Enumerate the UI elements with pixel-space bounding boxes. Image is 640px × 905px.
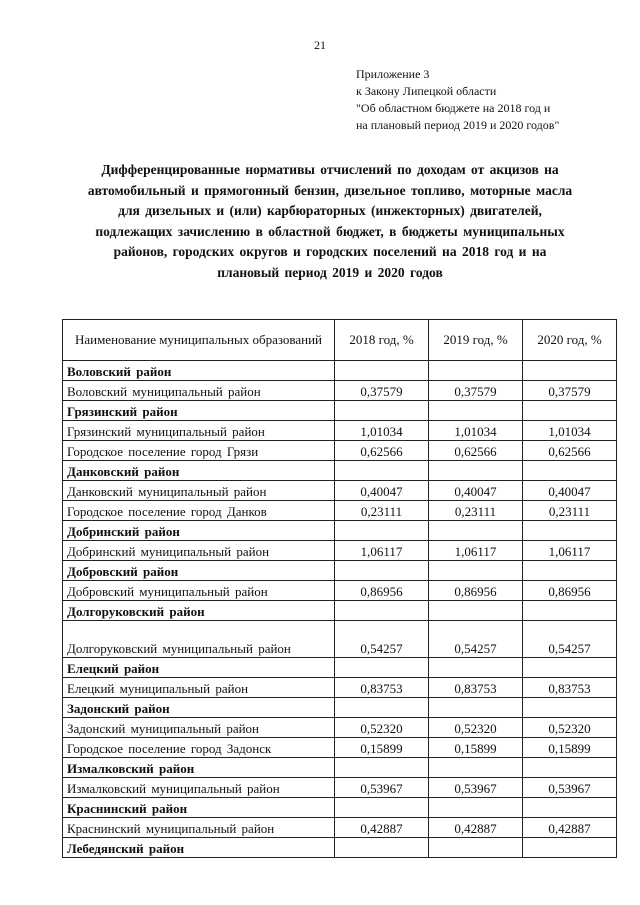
value-2019: 0,23111 [429,501,523,521]
municipality-name: Задонский район [63,698,335,718]
district-row [63,401,617,421]
table-row [63,621,617,658]
table-row [63,738,617,758]
municipality-name: Измалковский район [63,758,335,778]
table-row [63,481,617,501]
value-2018 [335,658,429,678]
value-2020 [523,521,617,541]
value-2018 [335,758,429,778]
table-body [63,361,617,858]
appendix-note [356,66,626,134]
municipality-name: Краснинский муниципальный район [63,818,335,838]
municipality-name: Добровский муниципальный район [63,581,335,601]
header-2019: 2019 год, % [429,320,523,361]
municipality-name: Данковский район [63,461,335,481]
district-row [63,658,617,678]
table-row [63,718,617,738]
value-2018: 0,54257 [335,621,429,658]
appendix-line: на плановый период 2019 и 2020 годов" [356,118,560,132]
value-2019 [429,798,523,818]
value-2020 [523,758,617,778]
value-2019 [429,838,523,858]
value-2020: 0,23111 [523,501,617,521]
value-2020 [523,401,617,421]
municipality-name: Городское поселение город Данков [63,501,335,521]
value-2020: 0,83753 [523,678,617,698]
header-2018: 2018 год, % [335,320,429,361]
value-2018: 0,40047 [335,481,429,501]
value-2020 [523,798,617,818]
value-2020: 1,06117 [523,541,617,561]
value-2019 [429,461,523,481]
value-2018 [335,521,429,541]
value-2020 [523,461,617,481]
municipality-name: Елецкий район [63,658,335,678]
appendix-line: к Закону Липецкой области [356,84,497,98]
table-row [63,421,617,441]
district-row [63,698,617,718]
value-2018: 0,53967 [335,778,429,798]
district-row [63,601,617,621]
municipality-name: Воловский муниципальный район [63,381,335,401]
value-2020 [523,561,617,581]
value-2020 [523,838,617,858]
district-row [63,461,617,481]
value-2020: 0,15899 [523,738,617,758]
table-row [63,778,617,798]
district-row [63,361,617,381]
value-2020 [523,698,617,718]
value-2018 [335,461,429,481]
table-row [63,581,617,601]
value-2018: 0,86956 [335,581,429,601]
value-2019: 0,86956 [429,581,523,601]
value-2018: 0,52320 [335,718,429,738]
value-2018: 0,62566 [335,441,429,461]
value-2018 [335,601,429,621]
municipality-name: Лебедянский район [63,838,335,858]
value-2019 [429,601,523,621]
district-row [63,838,617,858]
value-2018 [335,401,429,421]
appendix-line: Приложение 3 [356,67,430,81]
value-2020 [523,658,617,678]
value-2019: 0,54257 [429,621,523,658]
value-2020: 0,37579 [523,381,617,401]
municipality-name: Добровский район [63,561,335,581]
value-2018 [335,798,429,818]
value-2019: 0,83753 [429,678,523,698]
document-title: Дифференцированные нормативы отчислений по доходам от акцизов на автомобильный и прямогонный бензин, дизельное топливо, моторные масла для дизельных и (или) карбюраторных (инжекторных) двигателей, подлежащих зачислению в областной бюджет, в бюджеты муниципальных районов, городских округов и городских поселений на 2018 год и на плановый период 2019 и 2020 годов [87,162,573,280]
municipality-name: Грязинский район [63,401,335,421]
value-2019 [429,521,523,541]
norms-table [62,319,617,858]
value-2018: 0,15899 [335,738,429,758]
value-2019 [429,401,523,421]
table-row [63,441,617,461]
value-2019 [429,758,523,778]
value-2018: 0,42887 [335,818,429,838]
value-2019: 1,01034 [429,421,523,441]
value-2020: 0,62566 [523,441,617,461]
district-row [63,521,617,541]
municipality-name: Измалковский муниципальный район [63,778,335,798]
value-2020: 1,01034 [523,421,617,441]
value-2019: 0,42887 [429,818,523,838]
appendix-line: "Об областном бюджете на 2018 год и [356,101,551,115]
value-2018 [335,698,429,718]
municipality-name: Задонский муниципальный район [63,718,335,738]
value-2018 [335,361,429,381]
value-2019 [429,698,523,718]
value-2020: 0,54257 [523,621,617,658]
value-2018: 1,01034 [335,421,429,441]
value-2018: 0,83753 [335,678,429,698]
value-2019 [429,658,523,678]
value-2019: 0,62566 [429,441,523,461]
value-2019 [429,361,523,381]
district-row [63,798,617,818]
table-row [63,541,617,561]
municipality-name: Городское поселение город Задонск [63,738,335,758]
value-2018: 0,37579 [335,381,429,401]
page-number: 21 [314,38,326,52]
municipality-name: Данковский муниципальный район [63,481,335,501]
value-2019 [429,561,523,581]
value-2019: 0,37579 [429,381,523,401]
value-2019: 0,53967 [429,778,523,798]
value-2020: 0,53967 [523,778,617,798]
table-row [63,818,617,838]
value-2020 [523,361,617,381]
table-row [63,678,617,698]
value-2020 [523,601,617,621]
municipality-name: Добринский район [63,521,335,541]
district-row [63,561,617,581]
value-2018: 0,23111 [335,501,429,521]
municipality-name: Долгоруковский район [63,601,335,621]
value-2020: 0,40047 [523,481,617,501]
value-2020: 0,86956 [523,581,617,601]
table-row [63,381,617,401]
municipality-name: Воловский район [63,361,335,381]
value-2019: 0,52320 [429,718,523,738]
table-header-row [63,320,617,361]
municipality-name: Долгоруковский муниципальный район [63,621,335,658]
table-row [63,501,617,521]
value-2018 [335,838,429,858]
value-2018: 1,06117 [335,541,429,561]
value-2019: 0,40047 [429,481,523,501]
municipality-name: Краснинский район [63,798,335,818]
value-2019: 1,06117 [429,541,523,561]
district-row [63,758,617,778]
value-2020: 0,42887 [523,818,617,838]
municipality-name: Грязинский муниципальный район [63,421,335,441]
header-2020: 2020 год, % [523,320,617,361]
value-2018 [335,561,429,581]
municipality-name: Городское поселение город Грязи [63,441,335,461]
value-2019: 0,15899 [429,738,523,758]
header-municipality: Наименование муниципальных образований [63,320,335,361]
municipality-name: Добринский муниципальный район [63,541,335,561]
value-2020: 0,52320 [523,718,617,738]
municipality-name: Елецкий муниципальный район [63,678,335,698]
